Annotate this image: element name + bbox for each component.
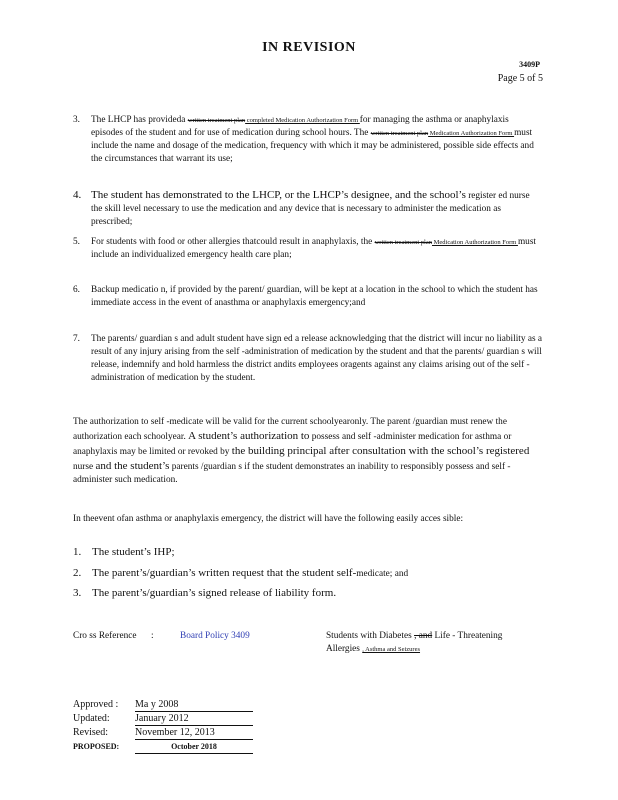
list-number: 3. <box>73 115 80 125</box>
crossref-text: Students with Diabetes <box>326 631 415 641</box>
item-text-large: The student has demonstrated to the LHCP, or the LHCP’s designee, and the school’s <box>91 189 466 201</box>
list-item-7 <box>73 333 543 385</box>
emergency-item-1 <box>73 545 175 560</box>
list-number: 1. <box>73 546 82 558</box>
emergency-intro: In theevent ofan asthma or anaphylaxis emergency, the district will have the following easily acces sible: <box>73 514 464 524</box>
paragraph-text: parents /guardian s if the student demonstrates an inability to responsibly possess and self -administer such medication. <box>73 462 511 485</box>
list-number: 5. <box>73 237 80 247</box>
updated-date: January 2012 <box>135 713 253 726</box>
list-text-tail: and <box>392 569 409 579</box>
approved-label: Approved : <box>73 699 119 710</box>
item-text: For students with food or other allergies thatcould result in anaphylaxis, the <box>91 237 375 247</box>
updated-label: Updated: <box>73 713 110 724</box>
proposed-label: PROPOSED: <box>73 742 120 751</box>
item-text: The parents/ guardian s and adult student have sign ed a release acknowledging that the district will incur no liability as a result of any injury arising from the self -administration of medication by the student and that the parents/ guardian s will release, indemnify and hold harmless the district andits employees oragents against any claims arising out of the self -administration of medication by the student. <box>91 334 543 383</box>
item-text: for managing the asthma or anaphylaxis episodes of the student and for use of medication during school hours. The <box>91 115 509 138</box>
page-title: IN REVISION <box>262 40 356 55</box>
crossref-text: Life - Threatening Allergies <box>326 631 503 654</box>
paragraph-text-large: A student’s authorization to <box>188 430 310 442</box>
crossref-label: Cro ss Reference <box>73 631 137 641</box>
item-text: must include the name and dosage of the medication, frequency with which it may be administered, possible side effects and the circumstances that warrant its use; <box>91 128 534 164</box>
item-text: The LHCP has provideda <box>91 115 188 125</box>
list-number: 3. <box>73 587 82 599</box>
emergency-item-2 <box>73 566 408 582</box>
revised-date: November 12, 2013 <box>135 727 253 740</box>
authorization-paragraph <box>73 416 543 487</box>
list-text: The parent’s/guardian’s signed release of liability form. <box>92 587 337 599</box>
strikethrough-text: , and <box>414 631 433 641</box>
list-text: The parent’s/guardian’s written request that the student self- <box>92 567 357 579</box>
policy-code: 3409P <box>519 60 540 69</box>
strikethrough-text: written treatment plan <box>370 130 429 137</box>
crossref-titles <box>326 630 506 656</box>
crossref-colon: : <box>151 631 154 641</box>
paragraph-text: nurse <box>73 462 96 472</box>
inserted-text: , Asthma and Seizures <box>362 646 421 653</box>
paragraph-text-large: and the student’s <box>95 460 170 472</box>
paragraph-text: The authorization to self -medicate will be valid for the current schoolyearonly. The parent /guardian must renew the authorization each schoolyear. <box>73 417 507 442</box>
strikethrough-text: written treatment plan <box>187 117 246 124</box>
paragraph-text-large: the building principal after consultation with the school’s registered <box>231 445 530 457</box>
list-number: 2. <box>73 567 82 579</box>
list-item-3 <box>73 114 543 166</box>
inserted-text: completed Medication Authorization Form <box>245 117 360 124</box>
strikethrough-text: written treatment plan <box>374 239 432 246</box>
approved-date: Ma y 2008 <box>135 699 253 712</box>
board-policy-link[interactable]: Board Policy 3409 <box>180 631 250 641</box>
proposed-date: October 2018 <box>135 741 253 754</box>
list-number: 4. <box>73 189 82 201</box>
list-number: 6. <box>73 285 80 295</box>
revised-label: Revised: <box>73 727 108 738</box>
item-text: must include an individualized emergency health care plan; <box>91 237 537 260</box>
paragraph-text: possess and self -administer medication for asthma or anaphylaxis may be limited or revoked by <box>73 432 512 457</box>
emergency-item-3 <box>73 586 336 601</box>
list-item-4 <box>73 188 543 229</box>
inserted-text: Medication Authorization Form <box>428 130 515 137</box>
list-text: The student’s IHP; <box>92 546 175 558</box>
list-item-6 <box>73 284 543 310</box>
item-text: register ed nurse the skill level necessary to use the medication and any device that is necessary to administer the medication as prescribed; <box>91 191 530 227</box>
list-item-5 <box>73 236 543 262</box>
list-text-small: medicate; <box>356 569 393 579</box>
list-number: 7. <box>73 334 80 344</box>
inserted-text: Medication Authorization Form <box>432 239 518 246</box>
page-number: Page 5 of 5 <box>497 73 543 84</box>
item-text: Backup medicatio n, if provided by the parent/ guardian, will be kept at a location in the school to which the student has immediate access in the event of anasthma or anaphylaxis emergency;and <box>91 285 538 308</box>
